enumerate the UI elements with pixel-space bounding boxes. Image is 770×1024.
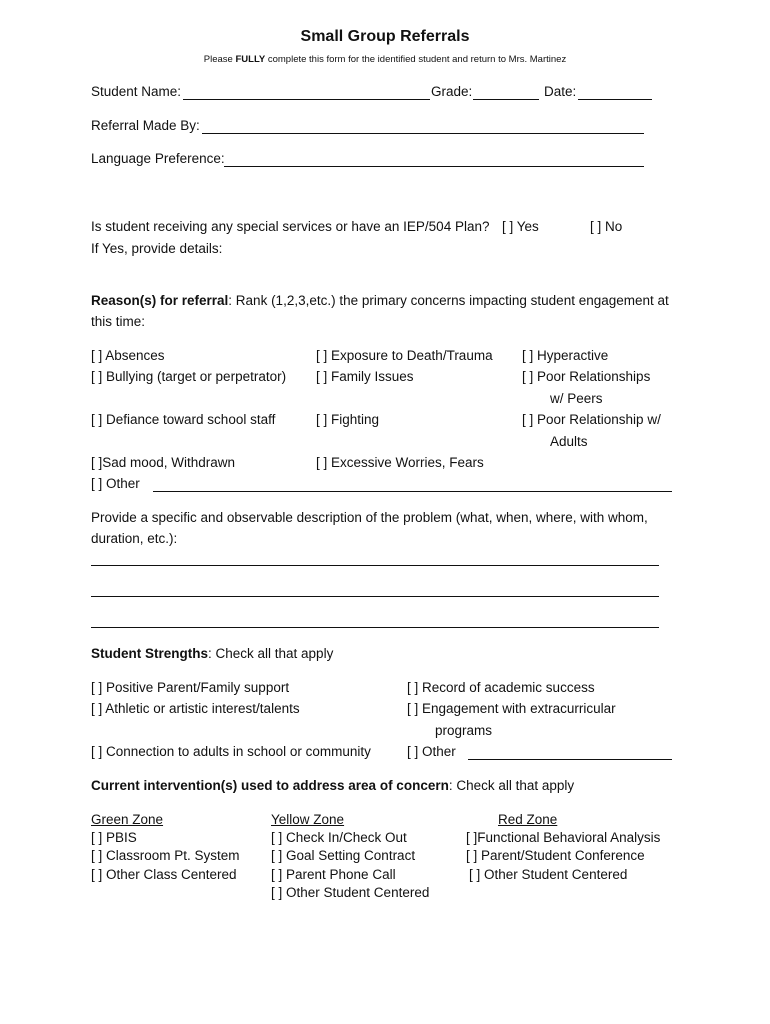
reason-hyperactive-checkbox[interactable]: [ ] Hyperactive <box>522 348 609 363</box>
yellow-parent-call-checkbox[interactable]: [ ] Parent Phone Call <box>271 867 396 882</box>
language-preference-label: Language Preference: <box>91 151 225 166</box>
green-other-class-checkbox[interactable]: [ ] Other Class Centered <box>91 867 237 882</box>
yellow-other-student-checkbox[interactable]: [ ] Other Student Centered <box>271 885 430 900</box>
strength-extracurricular-cont: programs <box>435 723 493 738</box>
interventions-heading-bold: Current intervention(s) used to address area of concern <box>91 778 449 793</box>
red-zone-heading: Red Zone <box>498 812 558 827</box>
strength-adult-connection-checkbox[interactable]: [ ] Connection to adults in school or community <box>91 744 371 759</box>
subtitle-post: complete this form for the identified student and return to Mrs. Martinez <box>265 54 567 65</box>
interventions-heading-rest: : Check all that apply <box>448 778 575 793</box>
description-line-1[interactable] <box>91 565 659 566</box>
reasons-heading-line2: this time: <box>91 314 146 329</box>
description-line-3[interactable] <box>91 627 659 628</box>
reason-fighting-checkbox[interactable]: [ ] Fighting <box>316 412 380 427</box>
reason-other-line[interactable] <box>153 491 672 492</box>
special-services-details-label: If Yes, provide details: <box>91 241 223 256</box>
green-zone-heading: Green Zone <box>91 812 164 827</box>
special-services-yes-checkbox[interactable]: [ ] Yes <box>502 219 539 234</box>
reason-poor-relationships-peers-checkbox[interactable]: [ ] Poor Relationships <box>522 369 651 384</box>
strength-athletic-artistic-checkbox[interactable]: [ ] Athletic or artistic interest/talents <box>91 701 300 716</box>
green-classroom-system-checkbox[interactable]: [ ] Classroom Pt. System <box>91 848 240 863</box>
strength-extracurricular-checkbox[interactable]: [ ] Engagement with extracurricular <box>407 701 616 716</box>
strengths-heading <box>91 646 333 661</box>
strength-family-support-checkbox[interactable]: [ ] Positive Parent/Family support <box>91 680 290 695</box>
strengths-heading-bold: Student Strengths <box>91 646 208 661</box>
strength-other-line[interactable] <box>468 759 672 760</box>
red-other-student-checkbox[interactable]: [ ] Other Student Centered <box>469 867 628 882</box>
student-name-line[interactable] <box>183 99 430 100</box>
grade-line[interactable] <box>473 99 539 100</box>
strength-academic-success-checkbox[interactable]: [ ] Record of academic success <box>407 680 595 695</box>
description-prompt: Provide a specific and observable description of the problem (what, when, where, with whom, <box>91 510 648 525</box>
subtitle-pre: Please <box>203 54 236 65</box>
reason-poor-relationship-adults-checkbox[interactable]: [ ] Poor Relationship w/ <box>522 412 661 427</box>
form-subtitle <box>0 54 770 65</box>
description-prompt-line2: duration, etc.): <box>91 531 178 546</box>
student-name-label: Student Name: <box>91 84 182 99</box>
special-services-no-checkbox[interactable]: [ ] No <box>590 219 623 234</box>
reason-defiance-checkbox[interactable]: [ ] Defiance toward school staff <box>91 412 276 427</box>
yellow-zone-heading: Yellow Zone <box>271 812 345 827</box>
reason-exposure-trauma-checkbox[interactable]: [ ] Exposure to Death/Trauma <box>316 348 493 363</box>
reason-poor-relationship-adults-cont: Adults <box>550 434 588 449</box>
reason-excessive-worries-checkbox[interactable]: [ ] Excessive Worries, Fears <box>316 455 484 470</box>
reasons-heading-bold: Reason(s) for referral <box>91 293 229 308</box>
reasons-heading-rest: : Rank (1,2,3,etc.) the primary concerns impacting student engagement at <box>228 293 669 308</box>
grade-label: Grade: <box>431 84 473 99</box>
green-pbis-checkbox[interactable]: [ ] PBIS <box>91 830 137 845</box>
form-title: Small Group Referrals <box>300 28 470 45</box>
referral-made-by-label: Referral Made By: <box>91 118 200 133</box>
strength-other-checkbox[interactable]: [ ] Other <box>407 744 456 759</box>
description-line-2[interactable] <box>91 596 659 597</box>
referral-made-by-line[interactable] <box>202 133 644 134</box>
language-preference-line[interactable] <box>224 166 644 167</box>
red-parent-conference-checkbox[interactable]: [ ] Parent/Student Conference <box>466 848 645 863</box>
reason-bullying-checkbox[interactable]: [ ] Bullying (target or perpetrator) <box>91 369 287 384</box>
reason-sad-mood-checkbox[interactable]: [ ]Sad mood, Withdrawn <box>91 455 236 470</box>
interventions-heading <box>91 778 574 793</box>
reasons-heading <box>91 293 669 308</box>
reason-other-checkbox[interactable]: [ ] Other <box>91 476 140 491</box>
reason-poor-relationships-peers-cont: w/ Peers <box>550 391 603 406</box>
subtitle-emphasis: FULLY <box>235 54 266 65</box>
special-services-question: Is student receiving any special services or have an IEP/504 Plan? <box>91 219 490 234</box>
strengths-heading-rest: : Check all that apply <box>208 646 334 661</box>
yellow-check-in-checkbox[interactable]: [ ] Check In/Check Out <box>271 830 407 845</box>
red-fba-checkbox[interactable]: [ ]Functional Behavioral Analysis <box>466 830 661 845</box>
date-line[interactable] <box>578 99 652 100</box>
reason-absences-checkbox[interactable]: [ ] Absences <box>91 348 165 363</box>
date-label: Date: <box>544 84 577 99</box>
reason-family-issues-checkbox[interactable]: [ ] Family Issues <box>316 369 414 384</box>
yellow-goal-setting-checkbox[interactable]: [ ] Goal Setting Contract <box>271 848 416 863</box>
